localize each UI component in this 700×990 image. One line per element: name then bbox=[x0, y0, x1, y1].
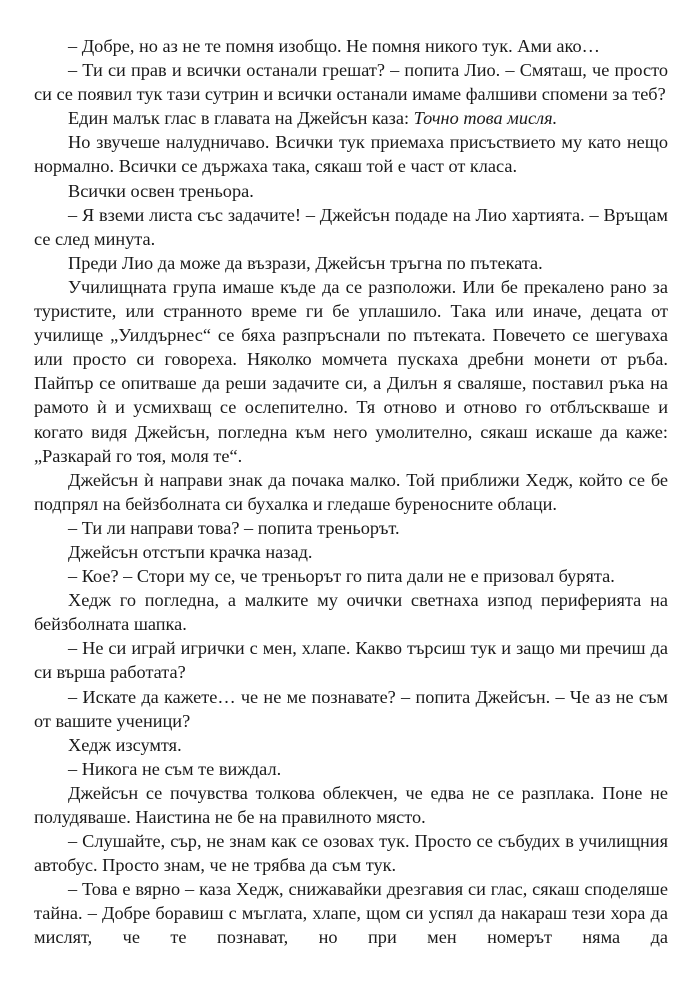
italic-thought: Точно това мисля. bbox=[413, 108, 558, 129]
paragraph: – Слушайте, сър, не знам как се озовах тук. Просто се събудих в училищния автобус. Просто знам, че не трябва да съм тук. bbox=[34, 831, 668, 876]
paragraph: Джейсън отстъпи крачка назад. bbox=[68, 541, 313, 562]
paragraph: Хедж го погледна, а малките му очички светнаха изпод периферията на бейзболната шапка. bbox=[34, 590, 668, 635]
paragraph: Всички освен треньора. bbox=[68, 180, 254, 201]
paragraph: – Ти си прав и всички останали грешат? – попита Лио. – Смяташ, че просто си се появил тук тази сутрин и всички останали имаме фалшиви спомени за теб? bbox=[34, 60, 668, 105]
paragraph: – Я вземи листа със задачите! – Джейсън подаде на Лио хартията. – Връщам се след минута. bbox=[34, 204, 668, 249]
paragraph bbox=[34, 106, 668, 130]
paragraph: – Не си играй игрички с мен, хлапе. Какво търсиш тук и защо ми пречиш да си върша работата? bbox=[34, 638, 668, 683]
paragraph: Преди Лио да може да възрази, Джейсън тръгна по пътеката. bbox=[68, 252, 543, 273]
paragraph: – Искате да кажете… че не ме познавате? – попита Джейсън. – Че аз не съм от вашите ученици? bbox=[34, 686, 668, 731]
paragraph: Джейсън се почувства толкова облекчен, че едва не се разплака. Поне не полудяваше. Наистина не бе на правилното място. bbox=[34, 782, 668, 827]
paragraph: Джейсън ѝ направи знак да почака малко. Той приближи Хедж, който се бе подпрял на бейзболната си бухалка и гледаше буреносните облаци. bbox=[34, 469, 668, 514]
body-text bbox=[34, 34, 668, 950]
paragraph-text: Един малък глас в главата на Джейсън каза: bbox=[68, 108, 414, 129]
paragraph: Хедж изсумтя. bbox=[68, 734, 182, 755]
paragraph: – Никога не съм те виждал. bbox=[68, 758, 282, 779]
paragraph: Но звучеше налудничаво. Всички тук приемаха присъствието му като нещо нормално. Всички се държаха така, сякаш той е част от класа. bbox=[34, 132, 668, 177]
paragraph: – Добре, но аз не те помня изобщо. Не помня никого тук. Ами ако… bbox=[68, 36, 600, 56]
paragraph: Училищната група имаше къде да се разположи. Или бе прекалено рано за туристите, или странното време ги бе уплашило. Така или иначе, децата от училище „Уилдърнес“ се бяха разпръснали по пътеката. Повечето се шегуваха или просто си говореха. Няколко момчета пускаха дребни монети от ръба. Пайпър се опитваше да реши задачите си, а Дилън я сваляше, поставил ръка на рамото ѝ и усмихващ се ослепително. Тя отново и отново го отблъскваше и когато видя Джейсън, погледна към него умолително, сякаш искаше да каже: „Разкарай го тоя, моля те“. bbox=[34, 276, 668, 466]
paragraph: – Ти ли направи това? – попита треньорът. bbox=[68, 517, 400, 538]
paragraph: – Това е вярно – каза Хедж, снижавайки дрезгавия си глас, сякаш споделяше тайна. – Добре боравиш с мъглата, хлапе, щом си успял да накараш тези хора да мислят, че те познават, но при мен номерът няма да bbox=[34, 879, 668, 948]
paragraph: – Кое? – Стори му се, че треньорът го пита дали не е призовал бурята. bbox=[68, 566, 615, 587]
